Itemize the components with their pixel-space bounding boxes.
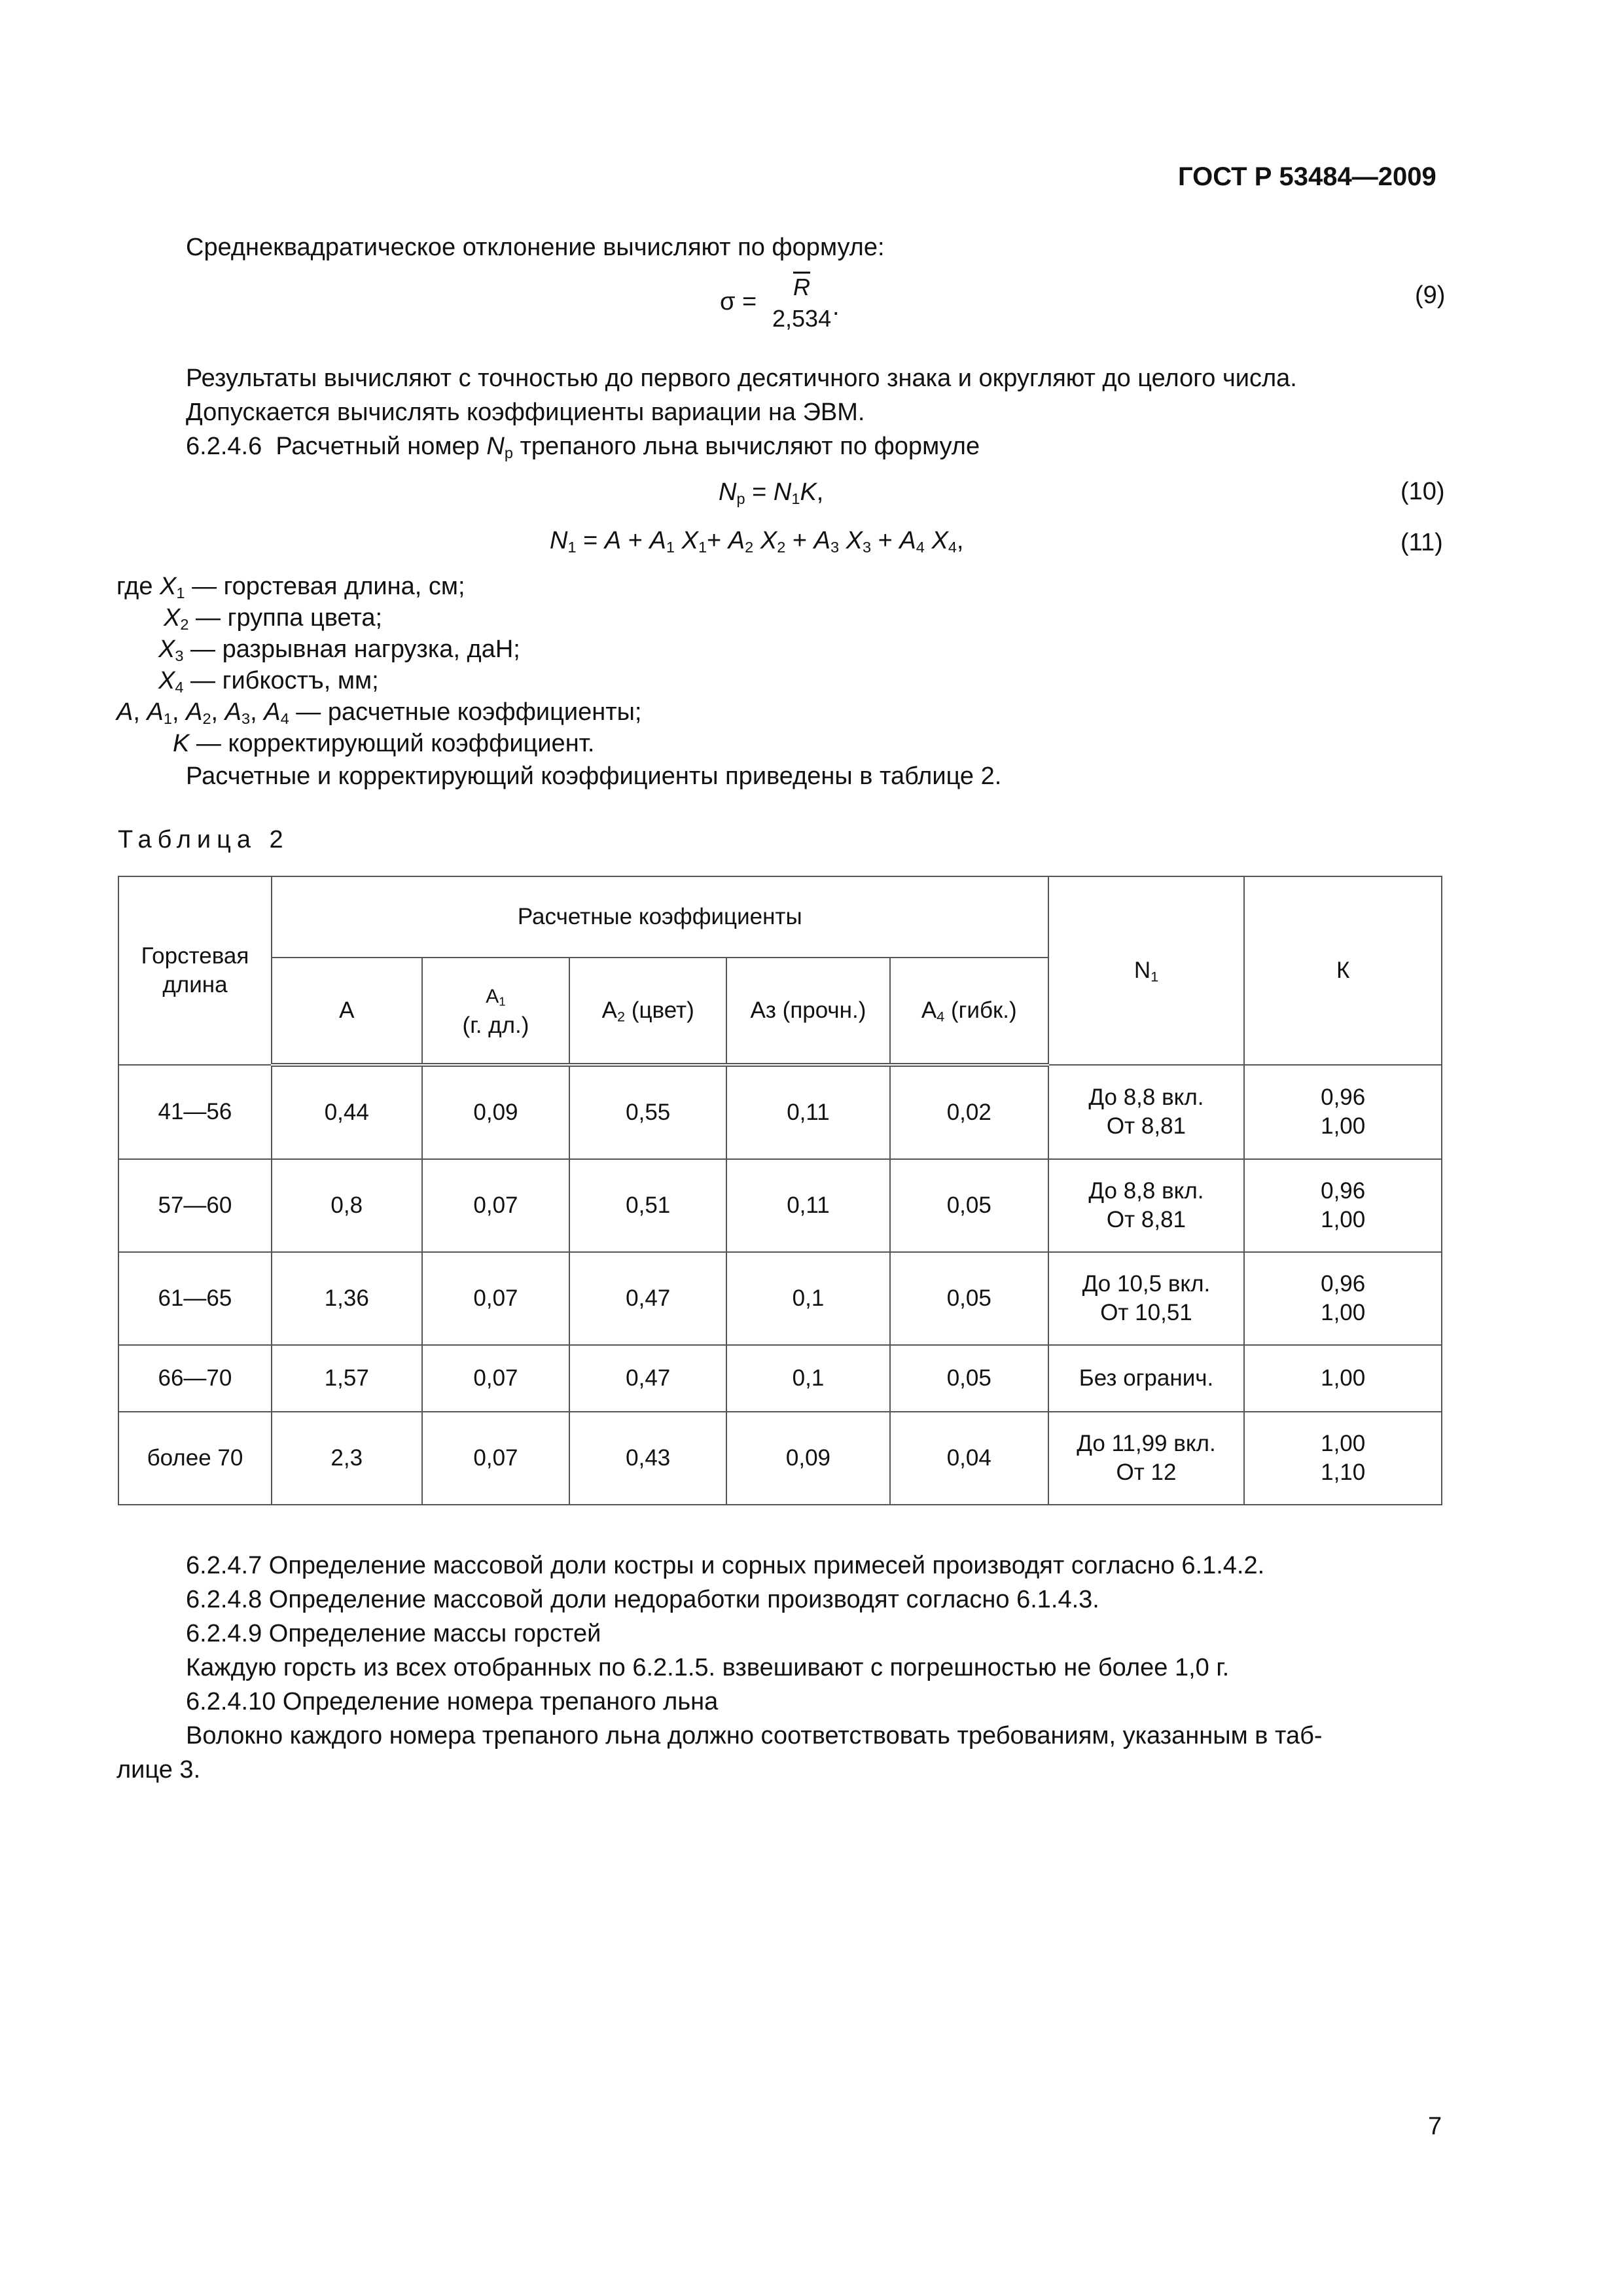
formula-9-denominator: 2,534 <box>772 305 832 332</box>
header-a3: Аз (прочн.) <box>726 958 890 1065</box>
formula-11-number: (11) <box>1400 529 1443 556</box>
paragraph-6249: 6.2.4.9 Определение массы горстей <box>186 1620 601 1647</box>
paragraph-sigma-intro: Среднеквадратическое отклонение вычисляют по формуле: <box>186 234 885 261</box>
header-n1: $N_1$ <box>1048 876 1245 1065</box>
legend-x2: $X_2$ — группа цвета; <box>164 604 383 633</box>
clause-text-a: Расчетный номер <box>276 433 480 460</box>
header-coefficients: Расчетные коэффициенты <box>272 876 1048 958</box>
formula-10: $N_р = N_1K$, <box>719 478 824 507</box>
clause-symbol-sub: р <box>504 444 513 461</box>
header-a1: $А_1$ (г. дл.) <box>422 958 570 1065</box>
legend-x3: $X_3$ — разрывная нагрузка, даН; <box>158 636 520 664</box>
paragraph-results-1: Результаты вычисляют с точностью до первого десятичного знака и округляют до целого числа. <box>186 365 1297 392</box>
table-label: Таблица 2 <box>118 826 289 853</box>
paragraph-coef-table: Расчетные и корректирующий коэффициенты приведены в таблице 2. <box>186 762 1002 790</box>
formula-9-lhs: σ = <box>720 288 757 315</box>
table-row: 57—60 0,8 0,07 0,51 0,11 0,05 До 8,8 вкл. От 8,81 0,96 1,00 <box>118 1159 1442 1252</box>
formula-11: $N_1 = A + A_1$ $X_1+ A_2$ $X_2 + A_3$ $X_3 + A_4$ $X_4$, <box>550 527 964 556</box>
legend-x4: $X_4$ — гибкостъ, мм; <box>158 667 379 696</box>
page-number: 7 <box>1428 2113 1442 2140</box>
coefficients-table <box>118 876 1442 1505</box>
paragraph-6247: 6.2.4.7 Определение массовой доли костры и сорных примесей производят согласно 6.1.4.2. <box>186 1552 1265 1579</box>
formula-9-tail: . <box>832 293 840 321</box>
paragraph-fiber-line2: лице 3. <box>116 1756 201 1784</box>
paragraph-6248: 6.2.4.8 Определение массовой доли недоработки производят согласно 6.1.4.3. <box>186 1586 1099 1613</box>
legend-a: A, $A_1$, $A_2$, $A_3$, $A_4$ — расчетные коэффициенты; <box>116 698 642 727</box>
table-row: 41—56 0,44 0,09 0,55 0,11 0,02 До 8,8 вкл. От 8,81 0,96 1,00 <box>118 1065 1442 1159</box>
header-a4: $А_4$ (гибк.) <box>890 958 1048 1065</box>
formula-10-number: (10) <box>1400 478 1445 505</box>
formula-9-number: (9) <box>1415 281 1446 309</box>
legend-k: K — корректирующий коэффициент. <box>173 730 595 757</box>
formula-9-fraction <box>772 274 831 332</box>
clause-text-b: трепаного льна вычисляют по формуле <box>520 433 980 460</box>
table-row: 61—65 1,36 0,07 0,47 0,1 0,05 До 10,5 вкл. От 10,51 0,96 1,00 <box>118 1252 1442 1345</box>
header-length: Горстевая длина <box>118 876 272 1065</box>
header-a2: $А_2$ (цвет) <box>569 958 726 1065</box>
paragraph-weighing: Каждую горсть из всех отобранных по 6.2.1.5. взвешивают с погрешностью не более 1,0 г. <box>186 1654 1230 1681</box>
clause-symbol: N <box>486 433 505 460</box>
paragraph-62410: 6.2.4.10 Определение номера трепаного льна <box>186 1688 719 1715</box>
header-k: К <box>1244 876 1442 1065</box>
header-a: А <box>272 958 422 1065</box>
paragraph-results-2: Допускается вычислять коэффициенты вариации на ЭВМ. <box>186 399 865 426</box>
clause-number: 6.2.4.6 <box>186 433 262 460</box>
table-row: 66—70 1,57 0,07 0,47 0,1 0,05 Без огранич. 1,00 <box>118 1345 1442 1412</box>
legend-x1: где $X_1$ — горстевая длина, см; <box>116 573 465 601</box>
paragraph-6246 <box>186 429 980 463</box>
formula-9-numerator: $\overline{R}$ <box>793 274 810 300</box>
table-row: более 70 2,3 0,07 0,43 0,09 0,04 До 11,99 вкл. От 12 1,00 1,10 <box>118 1412 1442 1505</box>
document-code: ГОСТ Р 53484—2009 <box>1178 162 1436 191</box>
paragraph-fiber-line1: Волокно каждого номера трепаного льна должно соответствовать требованиям, указанным в таб- <box>186 1722 1323 1749</box>
